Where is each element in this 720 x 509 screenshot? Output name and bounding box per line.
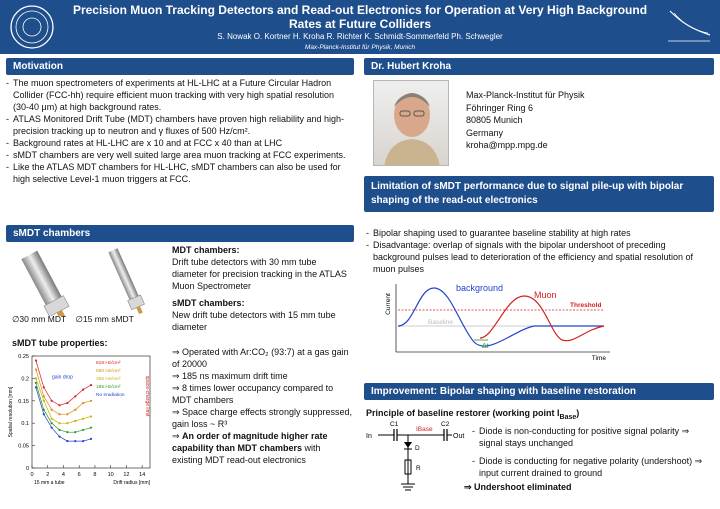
y-axis-label: Spatial resolution [mm] [8, 386, 14, 438]
data-point [66, 431, 68, 433]
improvement-bullet: - Diode is conducting for negative polarity (undershoot) ⇒ input current drained to ground [472, 455, 714, 479]
improvement-title: Improvement: Bipolar shaping with baseline restoration [364, 383, 714, 400]
limitation-bullet: - Bipolar shaping used to guarantee baseline stability at high rates [366, 227, 712, 239]
resolution-chart [6, 348, 166, 494]
circuit-out-label: Out [453, 433, 465, 440]
x-tick-label: 8 [93, 472, 97, 478]
circuit-ibase-label: IBase [416, 426, 433, 433]
mdt-description [172, 244, 352, 333]
data-point [74, 409, 76, 411]
x-tick-label: 2 [46, 472, 50, 478]
property-item [172, 430, 352, 466]
background-label: background [456, 283, 504, 293]
data-point [82, 418, 84, 420]
gain-drop-annotation: gain drop [52, 374, 73, 381]
y-tick-label: 0.25 [18, 354, 29, 360]
principle-heading-sub: Base [559, 413, 577, 421]
data-point [66, 413, 68, 415]
author-list: S. Nowak O. Kortner H. Kroha R. Richter K. Schmidt-Sommerfeld Ph. Schwegler [217, 32, 503, 41]
data-point [82, 429, 84, 431]
implies-icon: ⇒ [172, 407, 183, 417]
improvement-conclusion: ⇒ Undershoot eliminated [464, 482, 572, 492]
x-tick-label: 14 [139, 472, 146, 478]
implies-icon: ⇒ [172, 383, 183, 393]
circuit-c2-label: C2 [441, 421, 450, 428]
plot-ylabel: Current [385, 293, 392, 315]
tube-label-smdt: 15 mm sMDT [82, 314, 134, 324]
limitation-bullets [366, 227, 712, 275]
x-tick-label: 10 [107, 472, 114, 478]
mdt-heading: MDT chambers: [172, 245, 240, 255]
legend-entry: 550 Hz/cm² [96, 369, 121, 374]
data-point [90, 384, 92, 386]
data-point [74, 440, 76, 442]
data-point [35, 382, 37, 384]
pileup-plot [384, 280, 616, 362]
mdt-text: Drift tube detectors with 30 mm tube diameter for precision tracking in the ATLAS Muon Spectrometer [172, 257, 347, 291]
data-point [43, 400, 45, 402]
data-point [35, 359, 37, 361]
principle-heading-close: ) [576, 408, 580, 418]
data-point [43, 413, 45, 415]
motivation-bullet: - Like the ATLAS MDT chambers for HL-LHC, sMDT chambers can also be used for high selective Level-1 muon triggers at FCC. [6, 161, 346, 185]
limitation-bullet: - Disadvantage: overlap of signals with the bipolar undershoot of preceding background pulses lead to deterioration of the efficiency and spatial resolution of muon pulses [366, 239, 712, 275]
x-tick-label: 12 [123, 472, 130, 478]
x-tick-label: 0 [30, 472, 34, 478]
x-tick-label: 6 [77, 472, 81, 478]
data-point [58, 404, 60, 406]
legend-entry: No irradiation [96, 393, 125, 398]
circuit-r-label: R [416, 465, 421, 472]
data-point [51, 422, 53, 424]
circuit-d-label: D [415, 445, 420, 452]
data-point [51, 427, 53, 429]
muon-label: Muon [534, 290, 557, 300]
motivation-title: Motivation [6, 58, 354, 75]
data-point [82, 402, 84, 404]
data-point [82, 440, 84, 442]
data-point [74, 431, 76, 433]
tube-size-annotation: 15 mm a tube [34, 480, 65, 486]
implies-icon: ⇒ [172, 347, 183, 357]
data-point [51, 409, 53, 411]
tube-properties-heading: sMDT tube properties: [12, 338, 108, 348]
data-point [66, 402, 68, 404]
tube-label-mdt: 30 mm MDT [19, 314, 67, 324]
threshold-label: Threshold [570, 302, 602, 309]
contact-line: Germany [466, 127, 504, 138]
baseline-label: Baseline [428, 319, 453, 326]
smdt-title: sMDT chambers [6, 225, 354, 242]
data-point [58, 413, 60, 415]
motivation-bullet: - The muon spectrometers of experiments at HL-LHC at a Future Circular Hadron Collider (FCC-hh) require efficient muon tracking with very high spatial resolution (30-40 μm) at high background rates. [6, 77, 346, 113]
circuit-in-label: In [366, 433, 372, 440]
plot-xlabel: Time [591, 355, 606, 362]
property-item [172, 406, 352, 430]
motivation-bullets [6, 77, 346, 185]
contact-title: Dr. Hubert Kroha [364, 58, 714, 75]
property-item [172, 382, 352, 406]
data-point [90, 400, 92, 402]
motivation-bullet: - sMDT chambers are very well suited large area muon tracking at FCC experiments. [6, 149, 346, 161]
data-point [35, 368, 37, 370]
data-point [51, 400, 53, 402]
baseline-restorer-circuit [366, 420, 476, 500]
data-point [43, 386, 45, 388]
data-point [66, 440, 68, 442]
delta-t-label: Δt [482, 343, 489, 350]
data-point [35, 377, 37, 379]
portrait-photo [373, 80, 449, 166]
property-item [172, 346, 352, 370]
drift-tubes-photo [16, 246, 166, 316]
data-point [74, 420, 76, 422]
property-text: Space charge effects strongly suppressed, gain loss ~ R³ [172, 407, 352, 429]
smdt-text: New drift tube detectors with 15 mm tube diameter [172, 310, 336, 332]
contact-line: Max-Planck-Institut für Physik [466, 90, 585, 100]
property-text: 185 ns maximum drift time [182, 371, 288, 381]
data-point [66, 422, 68, 424]
y-tick-label: 0.2 [21, 376, 29, 383]
y-tick-label: 0 [25, 466, 29, 472]
data-point [90, 415, 92, 417]
property-text: with existing MDT read-out electronics [172, 443, 321, 465]
data-point [90, 438, 92, 440]
improvement-bullet: - Diode is non-conducting for positive signal polarity ⇒ signal stays unchanged [472, 425, 714, 449]
data-point [51, 418, 53, 420]
property-text: 8 times lower occupancy compared to MDT chambers [172, 383, 334, 405]
legend-entry: 356 Hz/cm² [96, 377, 121, 382]
x-tick-label: 4 [61, 472, 65, 478]
data-point [58, 422, 60, 424]
data-point [58, 436, 60, 438]
contact-address [466, 89, 585, 152]
legend-entry: 818 Hz/cm² [96, 361, 121, 366]
property-text-bold: An order of magnitude higher rate capability than MDT chambers [172, 431, 328, 453]
contact-email: kroha@mpp.mpg.de [466, 140, 548, 150]
property-item [172, 370, 352, 382]
limitation-title: Limitation of sMDT performance due to signal pile-up with bipolar shaping of the read-out electronics [364, 176, 714, 212]
motivation-bullet: - ATLAS Monitored Drift Tube (MDT) chambers have proven high reliability and high-precision tracking up to neutron and γ fluxes of 500 Hz/cm². [6, 113, 346, 137]
tube-labels [12, 313, 172, 325]
data-point [43, 395, 45, 397]
circuit-c1-label: C1 [390, 421, 399, 428]
contact-line: Föhringer Ring 6 [466, 102, 534, 113]
x-axis-label: Drift radius [mm] [113, 480, 150, 486]
data-point [90, 427, 92, 429]
smdt-heading: sMDT chambers: [172, 298, 245, 308]
y-tick-label: 0.05 [18, 443, 29, 450]
implies-icon: ⇒ [172, 431, 183, 441]
diameter-icon: ∅ [12, 314, 20, 324]
tube-properties-list [172, 346, 352, 466]
person-icon [374, 81, 449, 166]
improvement-bullets [464, 425, 714, 493]
motivation-bullet: - Background rates at HL-LHC are x 10 and at FCC x 40 than at LHC [6, 137, 346, 149]
data-point [58, 429, 60, 431]
chart-frame [32, 356, 150, 468]
mpp-logo-icon [662, 3, 716, 51]
data-point [82, 389, 84, 391]
y-tick-label: 0.1 [21, 421, 29, 428]
space-charge-annotation: space-charge limit [144, 375, 150, 417]
y-tick-label: 0.15 [18, 398, 29, 405]
poster-header [0, 0, 720, 54]
property-text: Operated with Ar:CO₂ (93:7) at a gas gain of 20000 [172, 347, 349, 369]
legend-entry: 185 Hz/cm² [96, 385, 121, 390]
data-point [74, 395, 76, 397]
implies-icon: ⇒ [172, 371, 183, 381]
poster-title: Precision Muon Tracking Detectors and Read-out Electronics for Operation at Very High Background Rates at Future Colliders [72, 3, 648, 31]
contact-line: 80805 Munich [466, 115, 523, 125]
data-point [35, 386, 37, 388]
institute-name: Max-Planck-Institut für Physik, Munich [304, 44, 416, 51]
principle-heading-text: Principle of baseline restorer (working point I [366, 408, 560, 418]
diameter-icon: ∅ [75, 314, 83, 324]
